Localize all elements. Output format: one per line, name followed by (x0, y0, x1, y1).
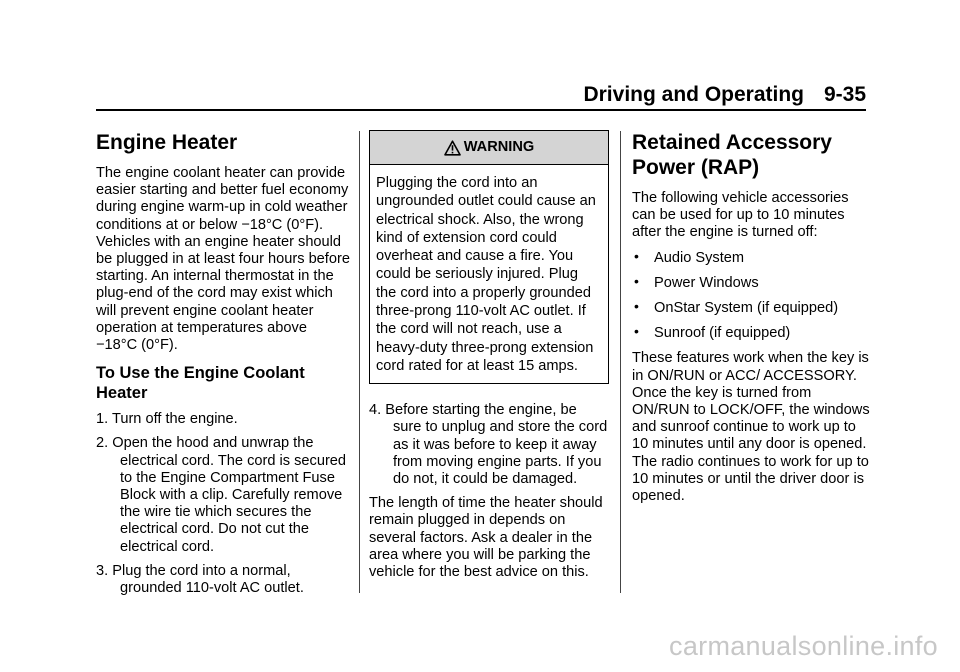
list-item: • Power Windows (634, 272, 759, 291)
warning-label: WARNING (463, 138, 535, 155)
rap-intro: The following vehicle accessories can be used for up to 10 minutes after the engine is turned off: (632, 190, 849, 241)
list-item: • Sunroof (if equipped) (634, 323, 791, 342)
step-3: 3. Plug the cord into a normal, grounded 110-volt AC outlet. (96, 562, 304, 597)
section-title: Driving and Operating (583, 83, 804, 106)
engine-heater-heading: Engine Heater (96, 131, 238, 154)
column-divider (359, 131, 360, 593)
rap-heading: Retained Accessory Power (RAP) (632, 131, 832, 179)
list-item: • Audio System (634, 247, 745, 266)
use-heater-subheading: To Use the Engine Coolant Heater (96, 364, 305, 403)
rap-body: These features work when the key is in ON/RUN or ACC/ ACCESSORY. Once the key is turned from ON/RUN to LOCK/OFF, the windows and sunroof continue to work up to 10 minutes until any door is opened. The radio continues to work for up to 10 minutes or until the driver door is opened. (632, 350, 870, 505)
engine-heater-intro: The engine coolant heater can provide easier starting and better fuel economy during engine warm-up in cold weather conditions at or below −18°C (0°F). Vehicles with an engine heater should be plugged in at least four hours before starting. An internal thermostat in the plug-end of the cord may exist which will prevent engine coolant heater operation at temperatures above −18°C (0°F). (96, 165, 350, 354)
step-4: 4. Before starting the engine, be sure to unplug and store the cord as it was before to keep it away from moving engine parts. If you do not, it could be damaged. (369, 402, 608, 488)
warning-box (369, 130, 609, 384)
step-1: 1. Turn off the engine. (96, 411, 238, 428)
column-middle (369, 128, 609, 589)
header-rule (96, 109, 866, 111)
column-divider (620, 131, 621, 593)
bullet-icon: • (634, 298, 639, 315)
watermark: carmanualsonline.info (669, 631, 938, 661)
bullet-icon: • (634, 323, 639, 340)
column-left (96, 128, 350, 604)
heater-duration-text: The length of time the heater should remain plugged in depends on several factors. Ask a dealer in the area where you will be parking the vehicle for the best advice on this. (369, 495, 603, 581)
list-item: • OnStar System (if equipped) (634, 298, 839, 317)
step-2: 2. Open the hood and unwrap the electrical cord. The cord is secured to the Engine Compartment Fuse Block with a clip. Carefully remove the wire tie which secures the electrical cord. Do not cut the electrical cord. (96, 435, 347, 555)
page-header (96, 82, 866, 110)
warning-text: Plugging the cord into an ungrounded outlet could cause an electrical shock. Also, the wrong kind of extension cord could overheat and cause a fire. You could be seriously injured. Plug the cord into a properly grounded three-prong 110-volt AC outlet. If the cord will not reach, use a heavy-duty three-prong extension cord rated for at least 15 amps. (376, 175, 596, 374)
column-right (632, 128, 872, 513)
page-number: 9-35 (823, 83, 866, 106)
warning-triangle-icon (444, 140, 461, 156)
warning-header (370, 131, 608, 165)
bullet-icon: • (634, 247, 639, 264)
accessory-list (632, 247, 872, 343)
bullet-icon: • (634, 272, 639, 289)
